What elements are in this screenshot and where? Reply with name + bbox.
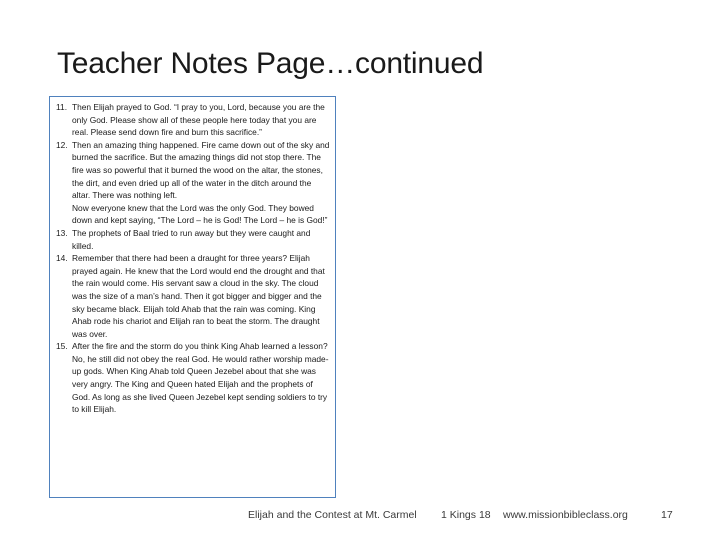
note-text: After the fire and the storm do you think King Ahab learned a lesson? No, he still did not obey the real God. He would rather worship made-up gods. When King Ahab told Queen Jezebel about that she was very angry. The King and Queen hated Elijah and the prophets of God. As long as she lived Queen Jezebel kept sending soldiers to try to kill Elijah. — [72, 341, 329, 415]
note-text: The prophets of Baal tried to run away but they were caught and killed. — [72, 227, 311, 251]
footer-lesson-title: Elijah and the Contest at Mt. Carmel — [248, 509, 417, 521]
note-item-11 — [56, 101, 331, 139]
note-item-13 — [56, 227, 331, 252]
slide-number: 17 — [661, 509, 673, 521]
note-number: 12. — [56, 139, 68, 150]
note-number: 13. — [56, 227, 68, 238]
note-text: Then an amazing thing happened. Fire came down out of the sky and burned the sacrifice. But the amazing things did not stop there. The fire was so powerful that it burned the wood on the altar, the stones, the dirt, and even dried up all of the water in the ditch around the altar. There was nothing left. — [72, 139, 330, 201]
note-number: 11. — [56, 102, 68, 112]
note-text: Then Elijah prayed to God. “I pray to you, Lord, because you are the only God. Please show all of these people here today that you are real. Please send down fire and burn this sacrifice.” — [72, 102, 325, 138]
note-text: Now everyone knew that the Lord was the only God. They bowed down and kept saying, “The Lord – he is God! The Lord – he is God!” — [72, 202, 328, 226]
note-item-14 — [56, 252, 331, 340]
teacher-notes-box — [49, 96, 336, 498]
note-number: 15. — [56, 341, 68, 352]
slide-title: Teacher Notes Page…continued — [57, 47, 484, 80]
note-item-12 — [56, 139, 331, 227]
notes-list — [56, 101, 331, 416]
note-number: 14. — [56, 253, 68, 264]
footer-website: www.missionbibleclass.org — [503, 509, 628, 521]
note-item-15 — [56, 340, 331, 416]
note-text: Remember that there had been a draught for three years? Elijah prayed again. He knew that the Lord would end the drought and that the rain would come. His servant saw a cloud in the sky. The cloud was the size of a man’s hand. Then it got bigger and bigger and the sky became black. Elijah told Ahab that the rain was coming. King Ahab rode his chariot and Elijah ran to beat the storm. The draught was over. — [72, 253, 325, 339]
footer-scripture-reference: 1 Kings 18 — [441, 509, 491, 521]
